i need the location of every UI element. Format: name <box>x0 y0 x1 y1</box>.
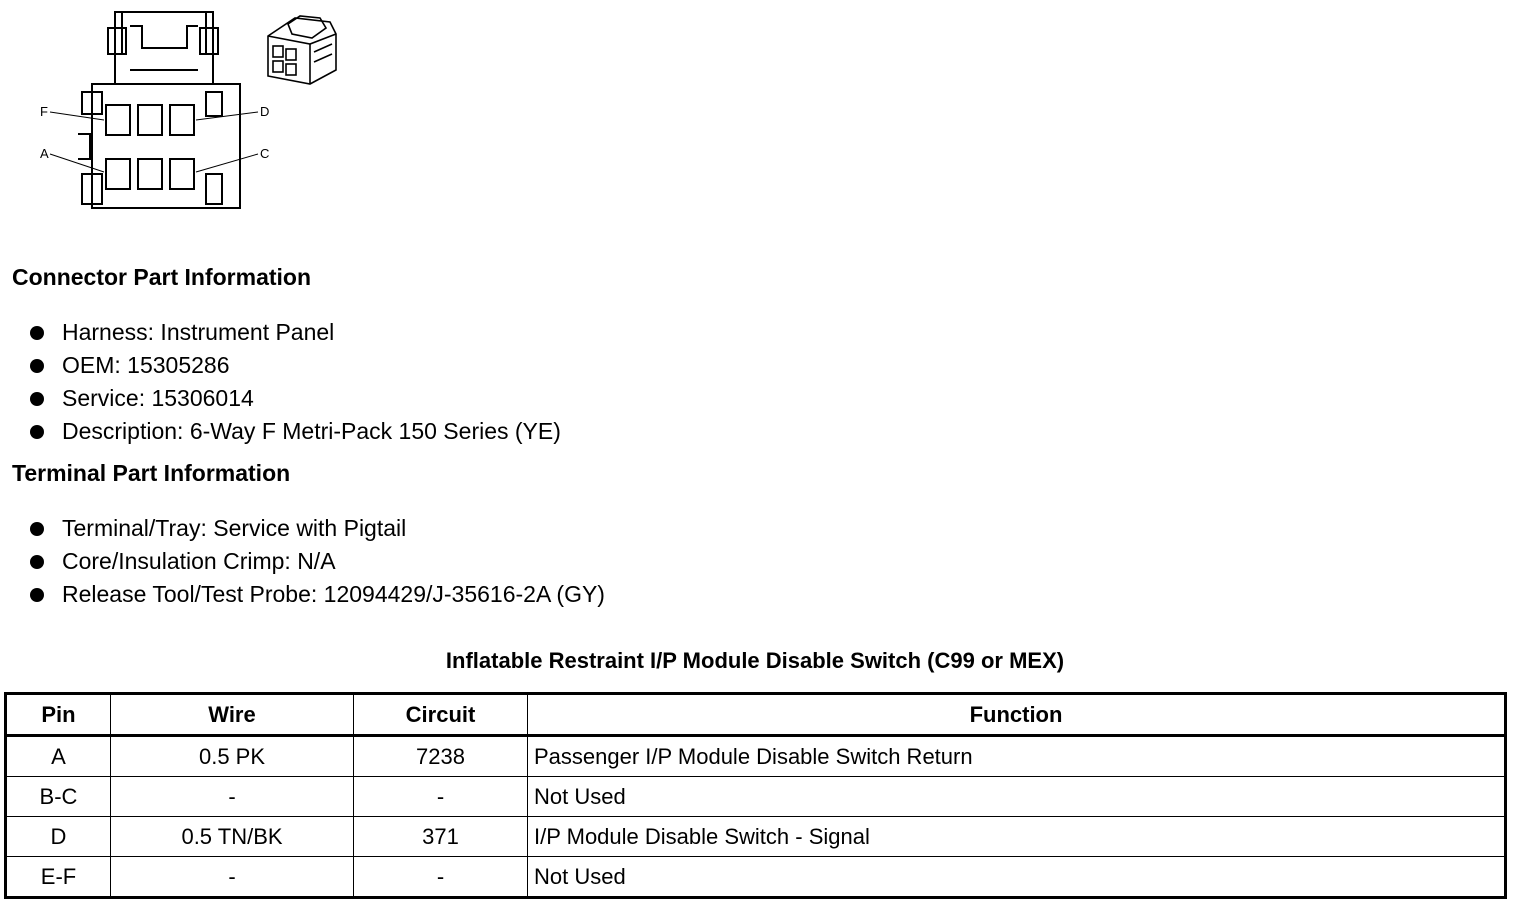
cell-circuit: 371 <box>354 817 528 857</box>
bullet-icon <box>30 326 44 340</box>
list-item: Harness: Instrument Panel <box>30 316 561 349</box>
table-row <box>6 817 1506 857</box>
table-caption: Inflatable Restraint I/P Module Disable Switch (C99 or MEX) <box>445 648 1065 673</box>
connector-diagram <box>30 4 350 219</box>
cell-wire: - <box>111 857 354 898</box>
pin-table <box>4 692 1507 899</box>
cell-circuit: - <box>354 857 528 898</box>
header-wire: Wire <box>111 694 354 736</box>
cell-circuit: - <box>354 777 528 817</box>
callout-a: A <box>40 146 49 161</box>
callout-c: C <box>260 146 270 161</box>
table-row <box>6 857 1506 898</box>
cell-pin: D <box>6 817 111 857</box>
bullet-icon <box>30 555 44 569</box>
bullet-icon <box>30 588 44 602</box>
connector-part-heading: Connector Part Information <box>12 264 312 290</box>
header-circuit: Circuit <box>354 694 528 736</box>
cell-wire: 0.5 TN/BK <box>111 817 354 857</box>
cell-function: Not Used <box>528 857 1506 898</box>
cell-wire: - <box>111 777 354 817</box>
list-item: Terminal/Tray: Service with Pigtail <box>30 512 605 545</box>
cell-pin: A <box>6 736 111 777</box>
list-item: Release Tool/Test Probe: 12094429/J-35616-2A (GY) <box>30 578 605 611</box>
bullet-icon <box>30 359 44 373</box>
cell-circuit: 7238 <box>354 736 528 777</box>
cell-function: Passenger I/P Module Disable Switch Return <box>528 736 1506 777</box>
list-item: OEM: 15305286 <box>30 349 561 382</box>
connector-face-drawing <box>50 12 258 208</box>
list-item: Description: 6-Way F Metri-Pack 150 Series (YE) <box>30 415 561 448</box>
cell-pin: E-F <box>6 857 111 898</box>
connector-isometric-icon <box>268 16 336 84</box>
callout-f: F <box>40 104 48 119</box>
callout-d: D <box>260 104 270 119</box>
connector-part-list <box>30 316 561 448</box>
table-header-row <box>6 694 1506 736</box>
cell-function: I/P Module Disable Switch - Signal <box>528 817 1506 857</box>
list-item: Service: 15306014 <box>30 382 561 415</box>
bullet-icon <box>30 425 44 439</box>
cell-function: Not Used <box>528 777 1506 817</box>
table-row <box>6 736 1506 777</box>
bullet-icon <box>30 522 44 536</box>
list-item: Core/Insulation Crimp: N/A <box>30 545 605 578</box>
cell-pin: B-C <box>6 777 111 817</box>
terminal-part-heading: Terminal Part Information <box>12 460 291 486</box>
terminal-part-list <box>30 512 605 611</box>
header-pin: Pin <box>6 694 111 736</box>
table-row <box>6 777 1506 817</box>
cell-wire: 0.5 PK <box>111 736 354 777</box>
header-function: Function <box>528 694 1506 736</box>
bullet-icon <box>30 392 44 406</box>
